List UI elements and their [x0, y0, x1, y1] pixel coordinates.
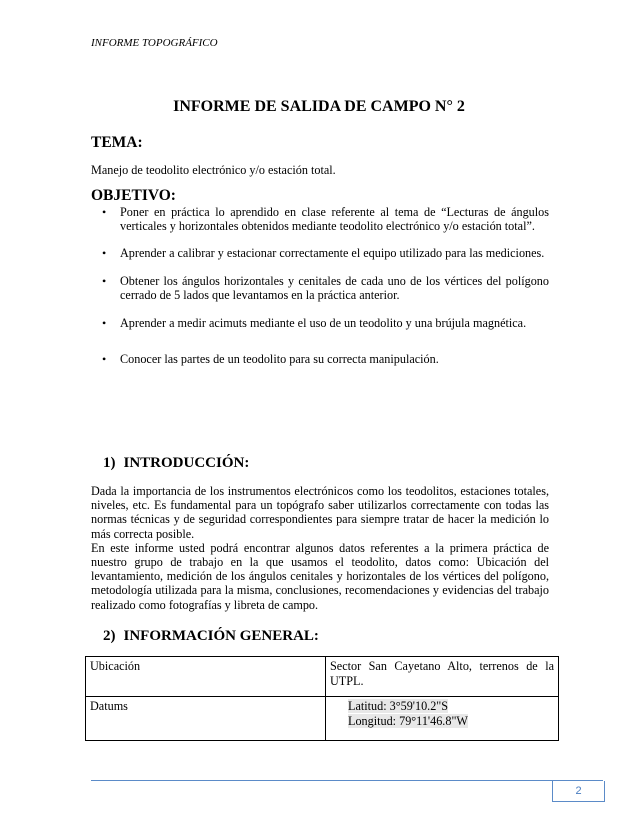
- page-number: 2: [552, 781, 605, 802]
- footer-rule: [91, 780, 603, 781]
- report-title: INFORME DE SALIDA DE CAMPO N° 2: [173, 98, 465, 115]
- list-item: • Aprender a calibrar y estacionar correctamente el equipo utilizado para las mediciones.: [102, 246, 545, 261]
- intro-paragraph-2: En este informe usted podrá encontrar algunos datos referentes a la primera práctica de nuestro grupo de trabajo en la que usamos el teodolito, datos como: Ubicación del levantamiento, medición de los ángulos cenitales y horizontales de los vértices del polígono, metodología utilizada para la misma, conclusiones, recomendaciones y evidencias del trabajo realizado como fotografías y libreta de campo.: [91, 540, 549, 612]
- bullet-icon: •: [102, 205, 107, 219]
- informacion-general-table: [85, 656, 559, 741]
- table-cell-label: Datums: [86, 697, 326, 741]
- introduccion-heading: 1) INTRODUCCIÓN:: [103, 455, 250, 471]
- table-row: [86, 697, 559, 741]
- bullet-icon: •: [102, 352, 107, 367]
- objetivo-heading: OBJETIVO:: [91, 187, 176, 204]
- list-item: • Obtener los ángulos horizontales y cenitales de cada uno de los vértices del polígono cerrado de 5 lados que levantamos en la práctica anterior.: [102, 273, 549, 302]
- table-cell-value: Sector San Cayetano Alto, terrenos de la UTPL.: [326, 657, 559, 697]
- table-row: [86, 657, 559, 697]
- informacion-general-heading: 2) INFORMACIÓN GENERAL:: [103, 628, 319, 644]
- introduccion-text: [91, 484, 549, 612]
- tema-text: Manejo de teodolito electrónico y/o estación total.: [91, 163, 336, 177]
- longitude-value: Longitud: 79°11'46.8"W: [348, 713, 468, 728]
- list-item: • Poner en práctica lo aprendido en clase referente al tema de “Lecturas de ángulos verticales y horizontales obtenidos mediante teodolito electrónico y/o estación total”.: [102, 205, 549, 234]
- list-item: • Aprender a medir acimuts mediante el uso de un teodolito y una brújula magnética.: [102, 316, 527, 331]
- intro-paragraph-1: Dada la importancia de los instrumentos electrónicos como los teodolitos, estaciones totales, niveles, etc. Es fundamental para un topógrafo saber utilizarlos correctamente con todas las normas técnicas y de seguridad correspondientes para siempre tratar de hacer la medición lo más correcta posible.: [91, 484, 549, 541]
- tema-heading: TEMA:: [91, 134, 143, 151]
- table-cell-value: [326, 697, 559, 741]
- table-cell-label: Ubicación: [86, 657, 326, 697]
- objetivo-list: [91, 205, 549, 366]
- bullet-icon: •: [102, 246, 107, 261]
- latitude-value: Latitud: 3°59'10.2"S: [348, 699, 449, 713]
- list-item: • Conocer las partes de un teodolito para su correcta manipulación.: [102, 352, 439, 367]
- running-header: INFORME TOPOGRÁFICO: [91, 37, 218, 49]
- bullet-icon: •: [102, 316, 107, 331]
- bullet-icon: •: [102, 273, 107, 288]
